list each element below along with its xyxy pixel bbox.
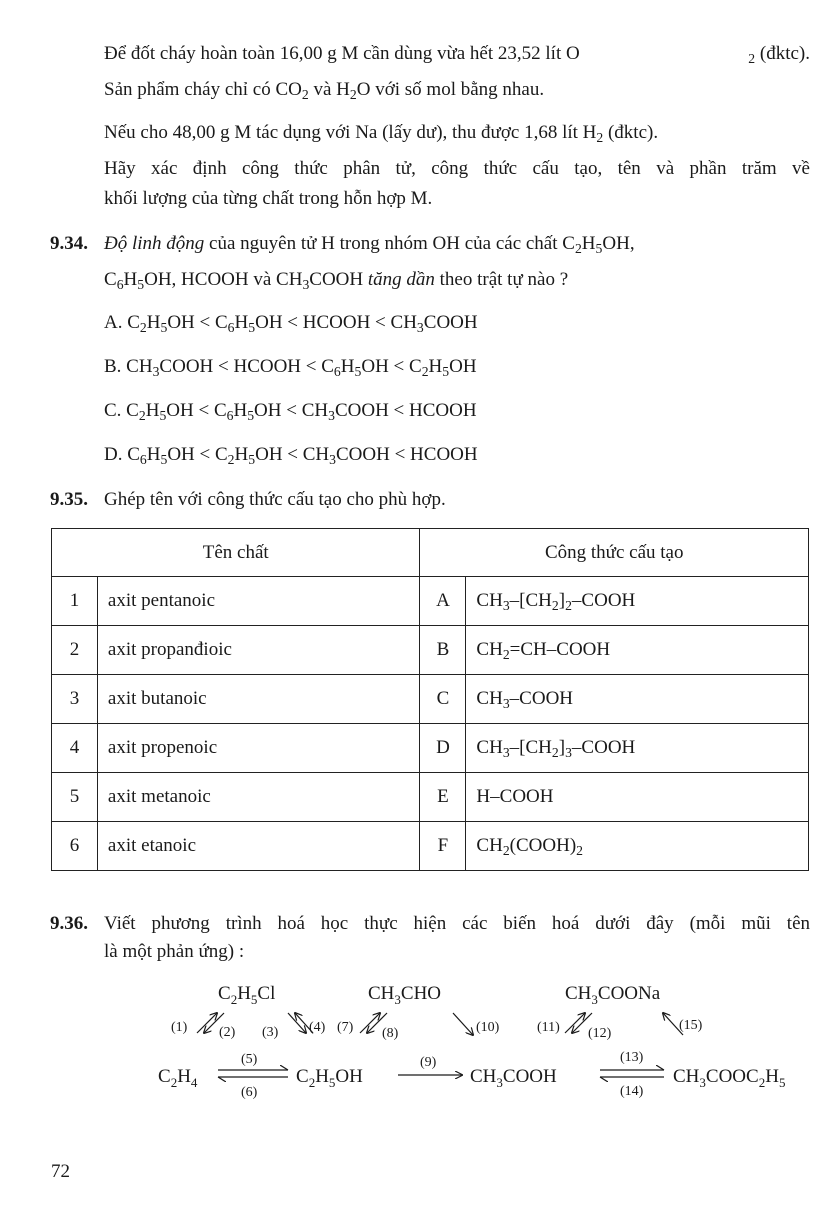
row-number: 2 — [52, 626, 98, 675]
formula-letter: A — [420, 577, 466, 626]
intro-line-1: Để đốt cháy hoàn toàn 16,00 g M cần dùng vừa hết 23,52 lít O $_2$ (đktc). — [104, 43, 810, 66]
table-row — [52, 773, 809, 822]
label-r2: (2) — [219, 1025, 236, 1040]
structural-formula: $CH_3$–COOH — [466, 675, 809, 724]
q934-line-1: Độ linh động của nguyên tử H trong nhóm OH của các chất $C_2H_5OH$, — [104, 233, 635, 256]
reaction-scheme-svg — [0, 975, 834, 1105]
q936-line-2: là một phản ứng) : — [104, 941, 245, 962]
row-number: 6 — [52, 822, 98, 871]
intro-line-3: Nếu cho 48,00 g M tác dụng với Na (lấy dư), thu được 1,68 lít $H_2$ (đktc). — [104, 122, 659, 145]
compound-ch3cho: $CH_3CHO$ — [368, 983, 442, 1007]
question-number-9-35: 9.35. — [50, 489, 88, 510]
compound-ester: $CH_3COOC_2H_5$ — [673, 1066, 786, 1090]
row-number: 4 — [52, 724, 98, 773]
formula-letter: E — [420, 773, 466, 822]
compound-name: axit butanoic — [97, 675, 420, 724]
option-d: D. $C_6H_5OH < C_2H_5OH$ < $CH_3COOH$ < HCOOH — [104, 444, 478, 467]
compound-ch3coona: $CH_3COONa$ — [565, 983, 661, 1007]
structural-formula: $CH_3-[CH_2]_3$–COOH — [466, 724, 809, 773]
option-c: C. $C_2H_5OH < C_6H_5OH$ < $CH_3COOH$ < HCOOH — [104, 400, 477, 423]
label-r14: (14) — [620, 1084, 644, 1099]
page-number: 72 — [51, 1161, 70, 1182]
label-r4: (4) — [309, 1020, 326, 1035]
compound-c2h5oh: $C_2H_5OH$ — [296, 1066, 363, 1090]
table-row — [52, 577, 809, 626]
compound-name: axit etanoic — [97, 822, 420, 871]
header-formula: Công thức cấu tạo — [420, 529, 809, 577]
q935-text: Ghép tên với công thức cấu tạo cho phù hợp. — [104, 489, 446, 510]
compound-name: axit metanoic — [97, 773, 420, 822]
label-r12: (12) — [588, 1026, 612, 1041]
table-row — [52, 626, 809, 675]
structural-formula: $CH_2=CH$–COOH — [466, 626, 809, 675]
row-number: 5 — [52, 773, 98, 822]
question-number-9-34: 9.34. — [50, 233, 88, 254]
formula-letter: C — [420, 675, 466, 724]
compound-c2h4: $C_2H_4$ — [158, 1066, 198, 1090]
table-row — [52, 822, 809, 871]
label-r1: (1) — [171, 1020, 188, 1035]
option-a: A. $C_2H_5OH < C_6H_5OH$ < HCOOH < $CH_3COOH$ — [104, 312, 478, 335]
intro-line-5: khối lượng của từng chất trong hỗn hợp M. — [104, 188, 433, 209]
compound-ch3cooh: $CH_3COOH$ — [470, 1066, 557, 1090]
reaction-scheme — [0, 975, 834, 1105]
compound-name: axit propenoic — [97, 724, 420, 773]
q934-line-2: $C_6H_5OH$, HCOOH và $CH_3COOH$ tăng dần theo trật tự nào ? — [104, 269, 569, 292]
row-number: 3 — [52, 675, 98, 724]
compound-name: axit propanđioic — [97, 626, 420, 675]
intro-line-4: Hãy xác định công thức phân tử, công thức cấu tạo, tên và phần trăm về — [104, 158, 810, 179]
structural-formula: $CH_2(COOH)_2$ — [466, 822, 809, 871]
label-r7: (7) — [337, 1020, 354, 1035]
structural-formula: H–COOH — [466, 773, 809, 822]
label-r3: (3) — [262, 1025, 279, 1040]
question-number-9-36: 9.36. — [50, 913, 88, 934]
arrow-10 — [453, 1013, 473, 1035]
label-r8: (8) — [382, 1026, 399, 1041]
compound-name: axit pentanoic — [97, 577, 420, 626]
label-r6: (6) — [241, 1085, 258, 1100]
label-r11: (11) — [537, 1020, 560, 1035]
label-r13: (13) — [620, 1050, 644, 1065]
q936-line-1: Viết phương trình hoá học thực hiện các biến hoá dưới đây (mỗi mũi tên — [104, 913, 810, 934]
matching-table — [51, 528, 809, 871]
table-row — [52, 675, 809, 724]
structural-formula: $CH_3-[CH_2]_2$–COOH — [466, 577, 809, 626]
intro-line-2: Sản phẩm cháy chỉ có $CO_2$ và $H_2O$ với số mol bằng nhau. — [104, 79, 545, 102]
compound-c2h5cl: $C_2H_5Cl$ — [218, 983, 276, 1007]
table-row — [52, 724, 809, 773]
option-b: B. $CH_3COOH$ < HCOOH < $C_6H_5OH < C_2H_5OH$ — [104, 356, 477, 379]
formula-letter: F — [420, 822, 466, 871]
formula-letter: D — [420, 724, 466, 773]
label-r9: (9) — [420, 1055, 437, 1070]
label-r10: (10) — [476, 1020, 500, 1035]
label-r5: (5) — [241, 1052, 258, 1067]
label-r15: (15) — [679, 1018, 703, 1033]
row-number: 1 — [52, 577, 98, 626]
header-name: Tên chất — [52, 529, 420, 577]
formula-letter: B — [420, 626, 466, 675]
table-header-row — [52, 529, 809, 577]
